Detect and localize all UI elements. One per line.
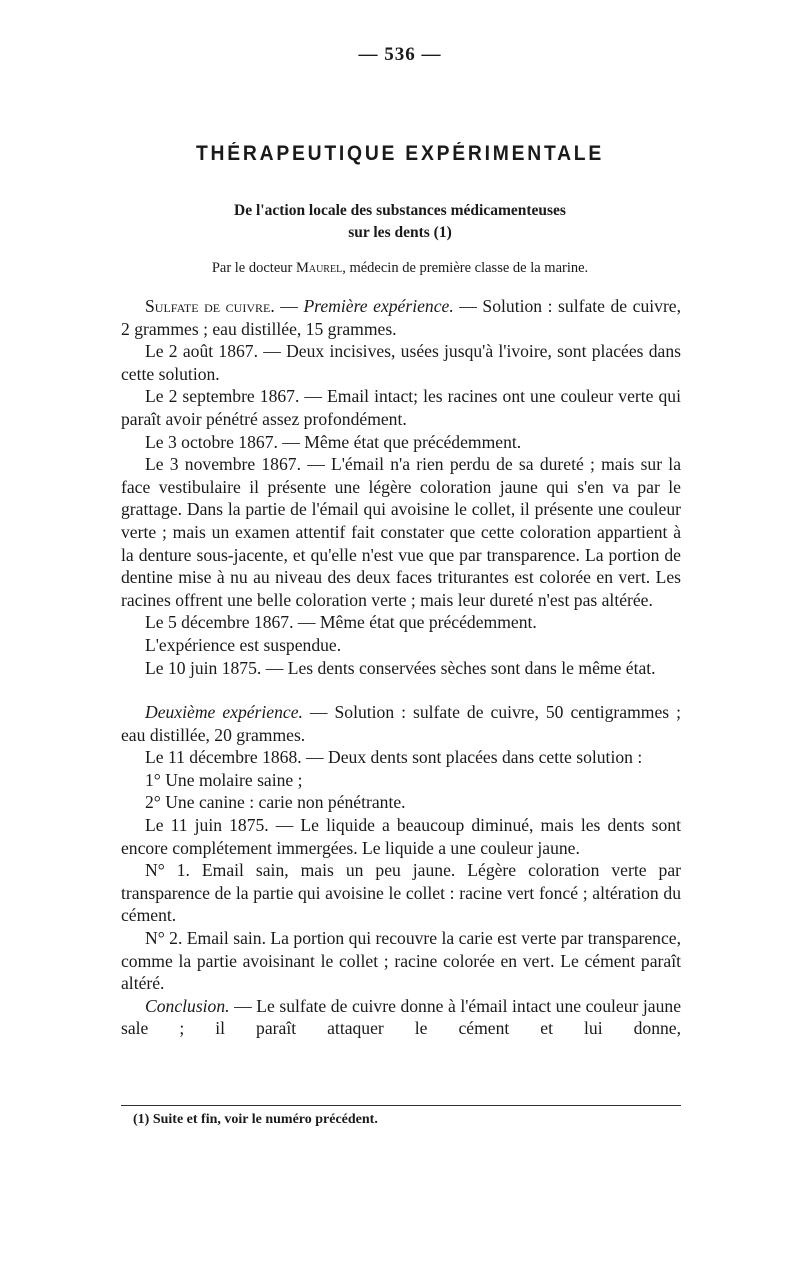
experiment-1-text: — Solution : sulfate de cuivre, 2 grammes ; eau distillée, 15 grammes. [121,296,682,339]
paragraph: N° 2. Email sain. La portion qui recouvre la carie est verte par transparence, comme la partie avoisinant le collet ; racine colorée en vert. Le cément paraît altéré. [121,928,681,994]
paragraph: L'expérience est suspendue. [145,634,342,655]
experiment-2-heading [121,701,681,746]
author-prefix: Par le docteur [211,260,296,276]
experiment-2-text: — Solution : sulfate de cuivre, 50 centigrammes ; eau distillée, 20 grammes. [121,702,682,745]
experiment-1-label: Première expérience. [303,296,454,316]
author-line [0,260,800,277]
paragraph: N° 1. Email sain, mais un peu jaune. Légère coloration verte par transparence de la partie qui avoisine le collet : racine vert foncé ; altération du cément. [121,860,681,926]
subtitle-line-1: De l'action locale des substances médicamenteuses [234,202,566,219]
conclusion [121,995,681,1040]
footnote-divider [121,1105,681,1106]
paragraph: Le 5 décembre 1867. — Même état que précédemment. [145,612,537,633]
article-body [121,295,681,1040]
paragraph: Le 3 novembre 1867. — L'émail n'a rien perdu de sa dureté ; mais sur la face vestibulaire il présente une légère coloration jaune qui s'en va par le grattage. Dans la partie de l'émail qui avoisine le collet, il présente une couleur verte ; mais un examen attentif fait constater que cette coloration appartient à la denture sous-jacente, et qu'elle n'est vue que par transparence. La portion de dentine mise à nu au niveau des deux faces triturantes est colorée en vert. Les racines offrent une belle coloration verte ; mais leur dureté n'est pas altérée. [121,454,681,610]
substance-dash: — [274,296,304,316]
paragraph: Le 3 octobre 1867. — Même état que précédemment. [145,431,522,452]
page-number: — 536 — [358,44,442,65]
paragraph: Le 2 août 1867. — Deux incisives, usées jusqu'à l'ivoire, sont placées dans cette solution. [121,341,681,384]
paragraph: Le 10 juin 1875. — Les dents conservées sèches sont dans le même état. [145,657,656,678]
conclusion-text: — Le sulfate de cuivre donne à l'émail intact une couleur jaune sale ; il paraît attaquer le cément et lui donne, [121,995,681,1039]
article-title: THÉRAPEUTIQUE EXPÉRIMENTALE [195,142,604,165]
subtitle-line-2: sur les dents (1) [348,224,452,241]
article-subtitle [0,200,800,244]
paragraph: Le 11 juin 1875. — Le liquide a beaucoup diminué, mais les dents sont encore complétement immergées. Le liquide a une couleur jaune. [121,815,681,858]
paragraph: 1° Une molaire saine ; [145,769,303,790]
paragraph: Le 11 décembre 1868. — Deux dents sont placées dans cette solution : [145,747,643,768]
conclusion-label: Conclusion. [145,995,230,1016]
experiment-1-heading [121,295,681,340]
footnote: (1) Suite et fin, voir le numéro précédent. [133,1112,378,1127]
substance-name: Sulfate de cuivre. [145,296,275,316]
paragraph: 2° Une canine : carie non pénétrante. [145,792,406,813]
author-name: Maurel [295,260,343,276]
experiment-2-label: Deuxième expérience. [145,702,303,723]
author-suffix: , médecin de première classe de la marine. [342,260,589,276]
paragraph: Le 2 septembre 1867. — Email intact; les racines ont une couleur verte qui paraît avoir pénétré assez profondément. [121,386,681,429]
